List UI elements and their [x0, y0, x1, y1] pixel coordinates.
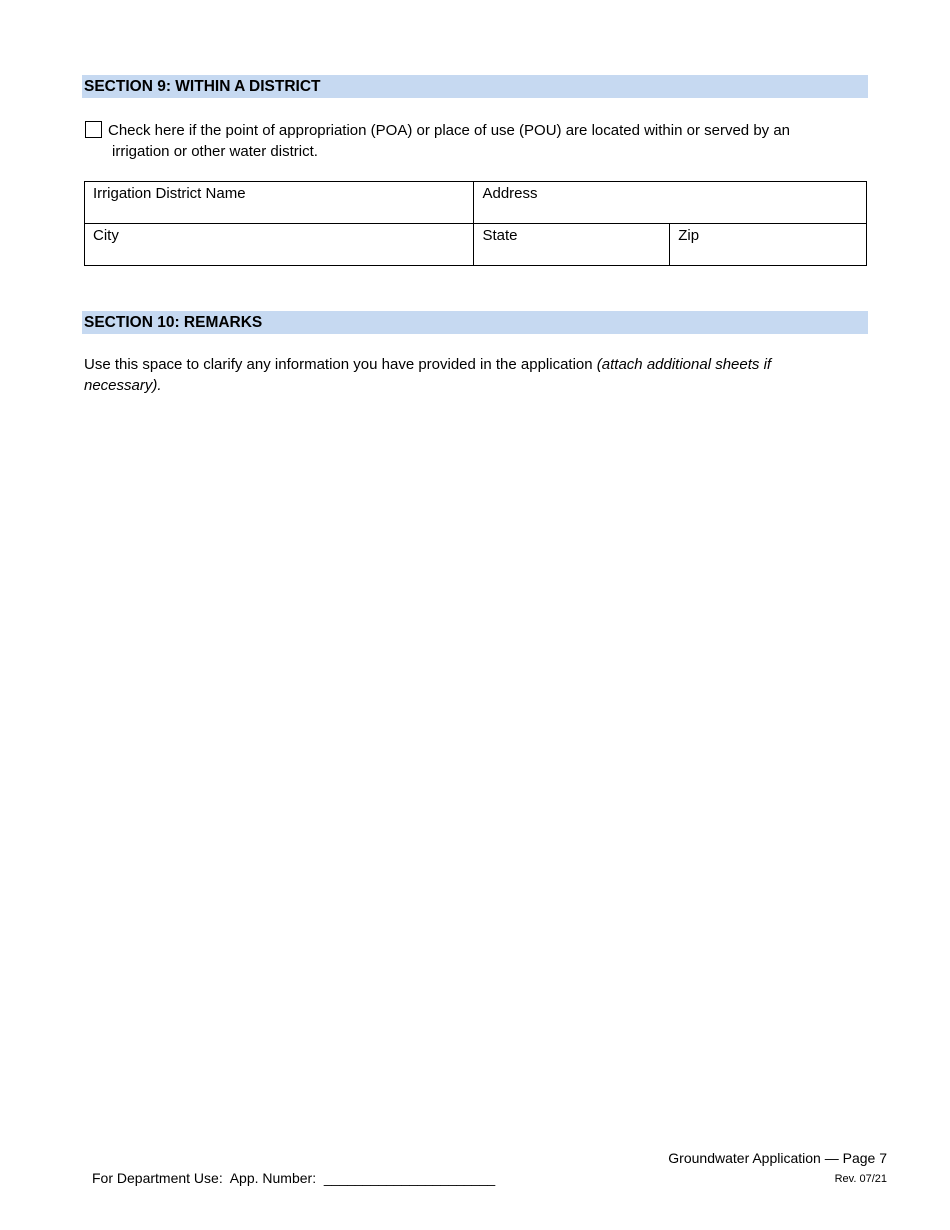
district-checkbox-row [85, 120, 845, 162]
section-10-header [82, 311, 868, 334]
remarks-instruction [84, 354, 844, 396]
address-field[interactable] [474, 182, 867, 224]
city-field[interactable] [85, 224, 474, 266]
checkbox-text-line2: irrigation or other water district. [112, 143, 318, 160]
checkbox-text-line1: Check here if the point of appropriation (POA) or place of use (POU) are located within or served by an [108, 122, 791, 139]
section-9-header [82, 75, 868, 98]
within-district-checkbox[interactable] [85, 121, 102, 138]
state-label: State [482, 227, 518, 244]
footer-department-use: For Department Use: App. Number: ______________________ [92, 1170, 496, 1186]
remarks-instruction-plain: Use this space to clarify any information you have provided in the application [84, 356, 597, 373]
footer-page-label: Groundwater Application — Page 7 [668, 1150, 887, 1166]
zip-field[interactable] [670, 224, 867, 266]
city-label: City [93, 227, 119, 244]
address-label: Address [482, 185, 538, 202]
zip-label: Zip [678, 227, 700, 244]
district-name-field[interactable] [85, 182, 474, 224]
section-9-title: SECTION 9: WITHIN A DISTRICT [84, 78, 321, 95]
district-info-table [84, 181, 867, 266]
footer-revision: Rev. 07/21 [834, 1173, 887, 1185]
section-10-title: SECTION 10: REMARKS [84, 314, 263, 331]
district-name-label: Irrigation District Name [93, 185, 246, 202]
remarks-instruction-italic: (attach additional sheets if necessary). [84, 356, 772, 394]
state-field[interactable] [474, 224, 670, 266]
